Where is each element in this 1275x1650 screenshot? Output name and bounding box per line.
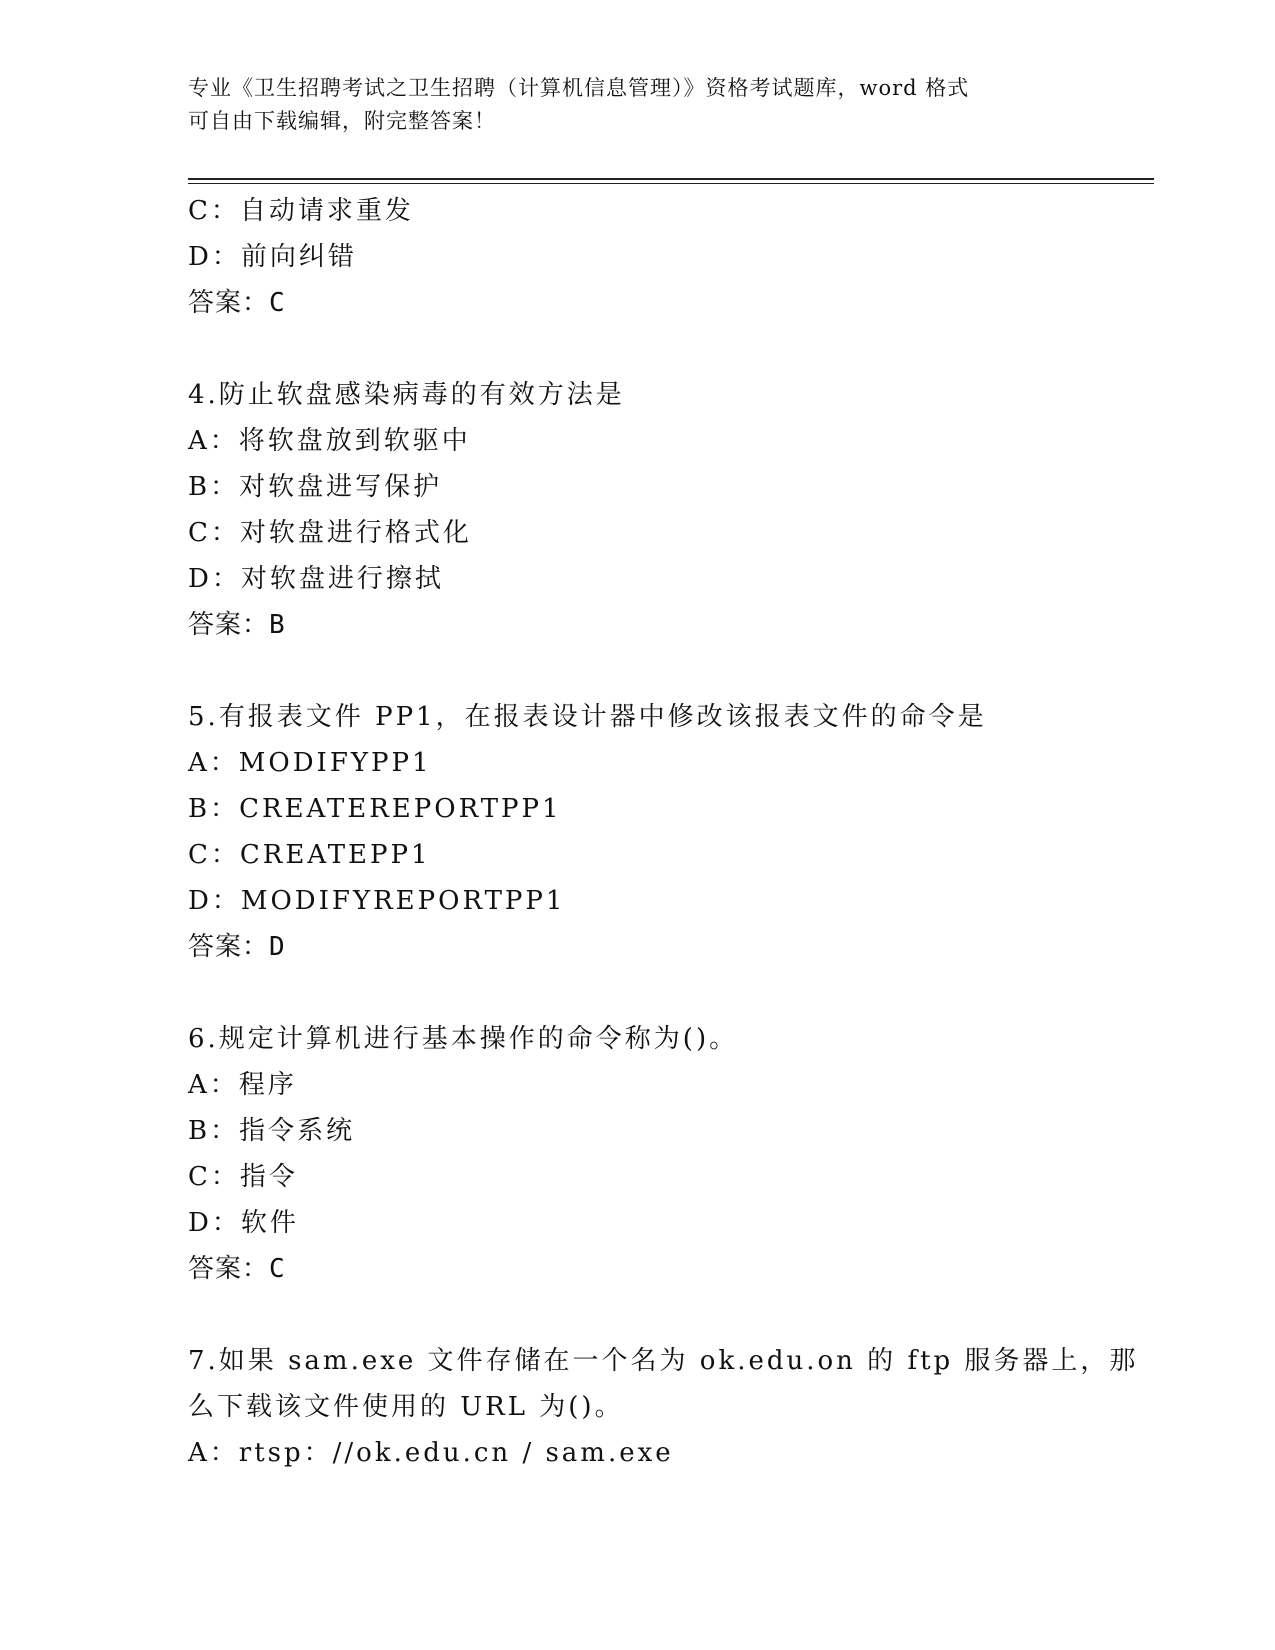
question-text-line-2: 么下载该文件使用的 URL 为()。 — [188, 1392, 624, 1422]
option-c: C：CREATEPP1 — [188, 840, 431, 870]
option-b: B：指令系统 — [188, 1116, 356, 1146]
answer: 答案：D — [188, 932, 286, 962]
question-4 — [188, 372, 1088, 648]
question-7 — [188, 1338, 1139, 1476]
document-body — [188, 188, 1139, 1476]
question-6 — [188, 1016, 1088, 1292]
page-header — [188, 72, 1088, 138]
question-text: 6.规定计算机进行基本操作的命令称为()。 — [188, 1024, 739, 1054]
option-c: C：对软盘进行格式化 — [188, 518, 472, 548]
question-3-tail — [188, 188, 1088, 326]
option-d: D：对软盘进行擦拭 — [188, 564, 444, 594]
header-line-2: 可自由下载编辑，附完整答案！ — [188, 109, 496, 133]
header-divider — [188, 178, 1154, 184]
answer: 答案：C — [188, 288, 286, 318]
question-text: 4.防止软盘感染病毒的有效方法是 — [188, 380, 625, 410]
answer: 答案：B — [188, 610, 286, 640]
option-d: D：MODIFYREPORTPP1 — [188, 886, 566, 916]
option-a: A：rtsp：//ok.edu.cn / sam.exe — [188, 1438, 674, 1468]
question-text: 5.有报表文件 PP1，在报表设计器中修改该报表文件的命令是 — [188, 702, 987, 732]
header-line-1: 专业《卫生招聘考试之卫生招聘（计算机信息管理）》资格考试题库，word 格式 — [188, 76, 970, 100]
question-text-line-1: 7.如果 sam.exe 文件存储在一个名为 ok.edu.on 的 ftp 服务器上，那 — [188, 1346, 1139, 1376]
option-a: A：MODIFYPP1 — [188, 748, 432, 778]
question-5 — [188, 694, 1088, 970]
option-b: B：对软盘进写保护 — [188, 472, 443, 502]
answer: 答案：C — [188, 1254, 286, 1284]
option-d: D：软件 — [188, 1208, 299, 1238]
option-c: C：指令 — [188, 1162, 298, 1192]
option-a: A：程序 — [188, 1070, 297, 1100]
option-d: D：前向纠错 — [188, 242, 357, 272]
option-a: A：将软盘放到软驱中 — [188, 426, 471, 456]
option-c: C：自动请求重发 — [188, 196, 414, 226]
option-b: B：CREATEREPORTPP1 — [188, 794, 562, 824]
